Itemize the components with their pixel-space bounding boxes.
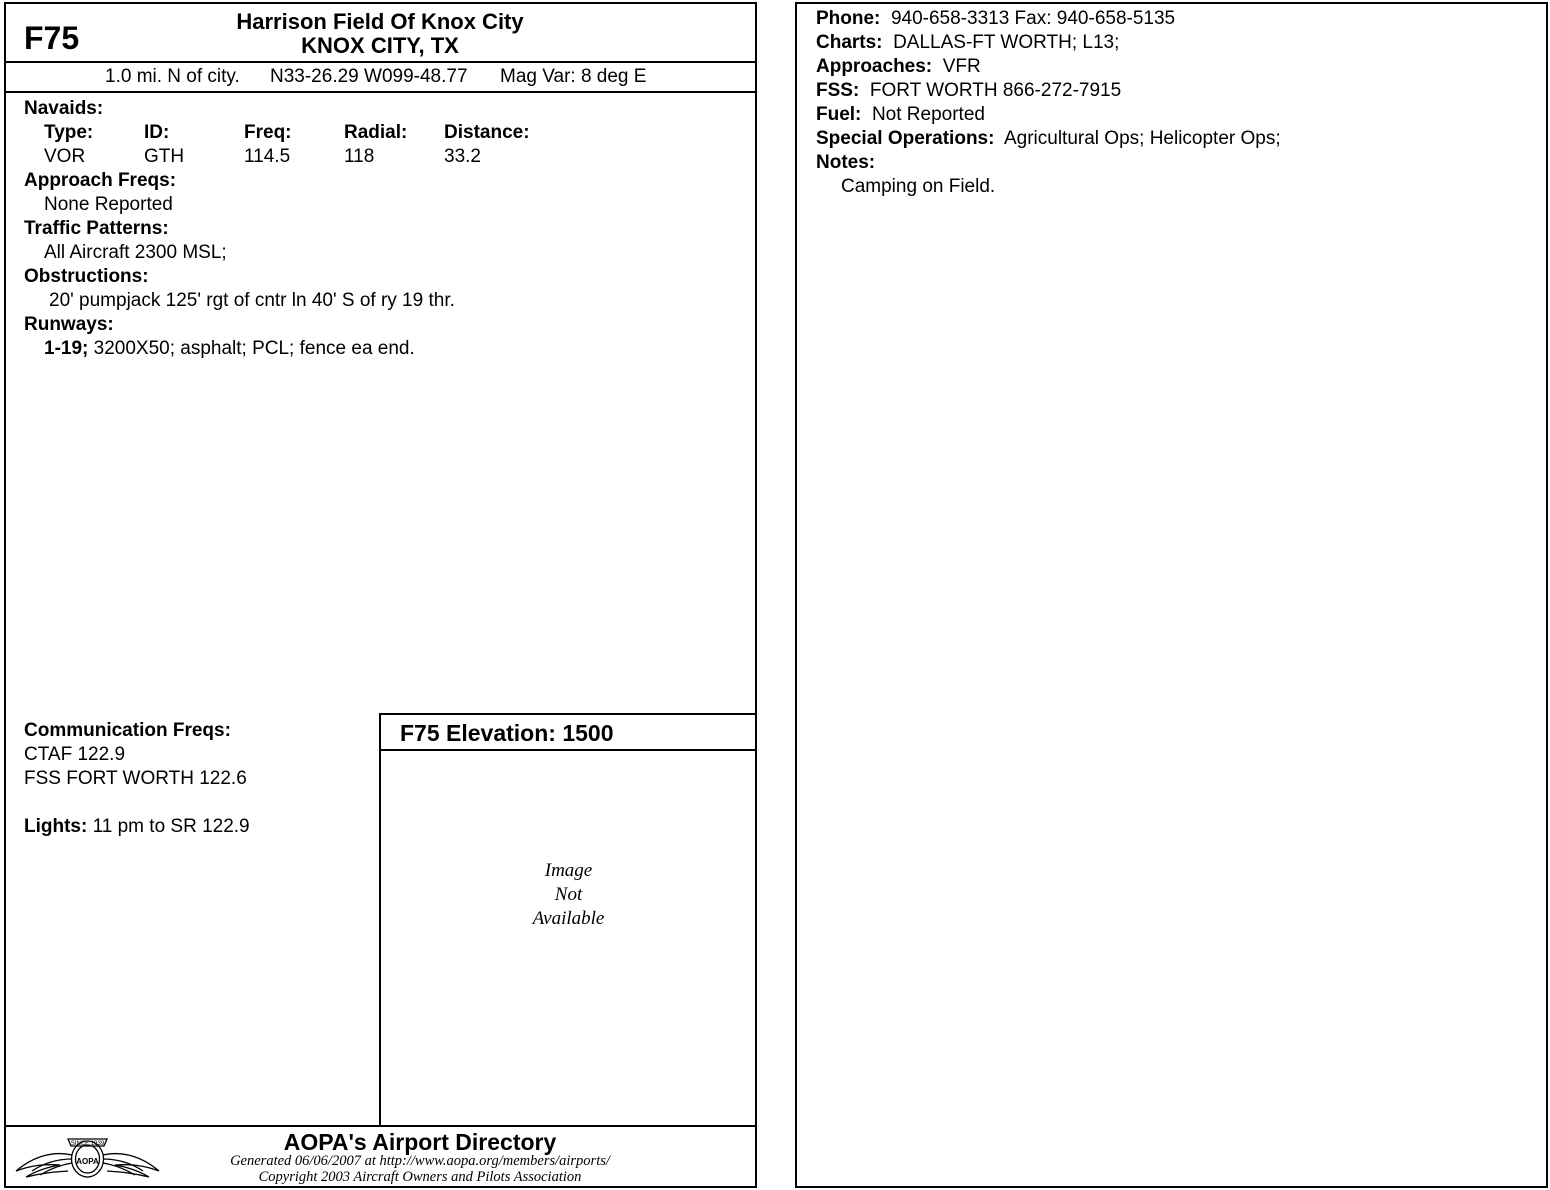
navaid-header-id: ID: (144, 122, 170, 143)
charts-label: Charts: (816, 32, 883, 53)
fuel-label: Fuel: (816, 104, 862, 125)
fuel-value: Not Reported (871, 104, 985, 125)
fss-line (816, 79, 1121, 103)
lights-label: Lights: (24, 816, 88, 837)
logo-banner-text: SINCE 1939 (70, 1141, 105, 1147)
logo-text: AOPA (76, 1157, 99, 1166)
notes-label: Notes: (816, 152, 876, 173)
navaid-header-freq: Freq: (244, 122, 292, 143)
obstructions-label: Obstructions: (24, 266, 149, 287)
phone-label: Phone: (816, 8, 881, 29)
image-placeholder-line-3: Available (532, 908, 605, 929)
phone-line (816, 7, 1175, 31)
phone-value: 940-658-3313 Fax: 940-658-5135 (890, 8, 1176, 29)
notes-value: Camping on Field. (841, 176, 996, 197)
approach-freqs-label: Approach Freqs: (24, 170, 177, 191)
aopa-wings-logo (10, 1129, 165, 1183)
approaches-value: VFR (942, 56, 981, 77)
special-ops-label: Special Operations: (816, 128, 995, 149)
navaids-label: Navaids: (24, 98, 104, 119)
runway-line (44, 337, 415, 361)
runway-id: 1-19; (44, 338, 89, 359)
location-divider (4, 91, 757, 93)
navaid-header-distance: Distance: (444, 122, 530, 143)
navaid-header-radial: Radial: (344, 122, 408, 143)
city-state: KNOX CITY, TX (301, 33, 459, 58)
approaches-label: Approaches: (816, 56, 933, 77)
location-distance: 1.0 mi. N of city. (105, 66, 240, 87)
navaid-header-type: Type: (44, 122, 94, 143)
lights-line (24, 815, 250, 839)
comm-freqs-label: Communication Freqs: (24, 720, 231, 741)
fuel-line (816, 103, 985, 127)
image-placeholder-line-1: Image (544, 860, 593, 881)
navaid-freq: 114.5 (244, 146, 291, 167)
navaid-radial: 118 (344, 146, 375, 167)
navaid-distance: 33.2 (444, 146, 481, 167)
charts-line (816, 31, 1119, 55)
special-ops-value: Agricultural Ops; Helicopter Ops; (1003, 128, 1281, 149)
fss-value: FORT WORTH 866-272-7915 (869, 80, 1122, 101)
header-divider (4, 61, 757, 63)
footer-divider (4, 1125, 757, 1127)
traffic-patterns-label: Traffic Patterns: (24, 218, 169, 239)
navaid-id: GTH (144, 146, 185, 167)
approach-freqs-value: None Reported (44, 194, 173, 215)
airport-name: Harrison Field Of Knox City (236, 9, 524, 34)
mag-var: Mag Var: 8 deg E (500, 66, 647, 87)
traffic-patterns-value: All Aircraft 2300 MSL; (44, 242, 227, 263)
runways-label: Runways: (24, 314, 114, 335)
navaid-type: VOR (44, 146, 86, 167)
footer-generated: Generated 06/06/2007 at http://www.aopa.org/members/airports/ (230, 1153, 610, 1169)
location-coordinates: N33-26.29 W099-48.77 (270, 66, 468, 87)
charts-value: DALLAS-FT WORTH; L13; (893, 32, 1120, 53)
lights-value: 11 pm to SR 122.9 (92, 816, 250, 837)
runway-details: 3200X50; asphalt; PCL; fence ea end. (93, 338, 415, 359)
special-ops-line (816, 127, 1281, 151)
airport-id: F75 (24, 20, 80, 56)
footer-title: AOPA's Airport Directory (283, 1129, 557, 1155)
obstructions-value: 20' pumpjack 125' rgt of cntr ln 40' S of ry 19 thr. (49, 290, 455, 311)
elevation-title-divider (380, 749, 757, 751)
image-placeholder-line-2: Not (554, 884, 583, 905)
comm-freq-fss: FSS FORT WORTH 122.6 (24, 768, 247, 789)
comm-freq-ctaf: CTAF 122.9 (24, 744, 126, 765)
elevation-box-top (380, 713, 757, 715)
fss-label: FSS: (816, 80, 860, 101)
elevation-title: F75 Elevation: 1500 (400, 720, 614, 746)
approaches-line (816, 55, 981, 79)
footer-copyright: Copyright 2003 Aircraft Owners and Pilots Association (258, 1169, 582, 1185)
